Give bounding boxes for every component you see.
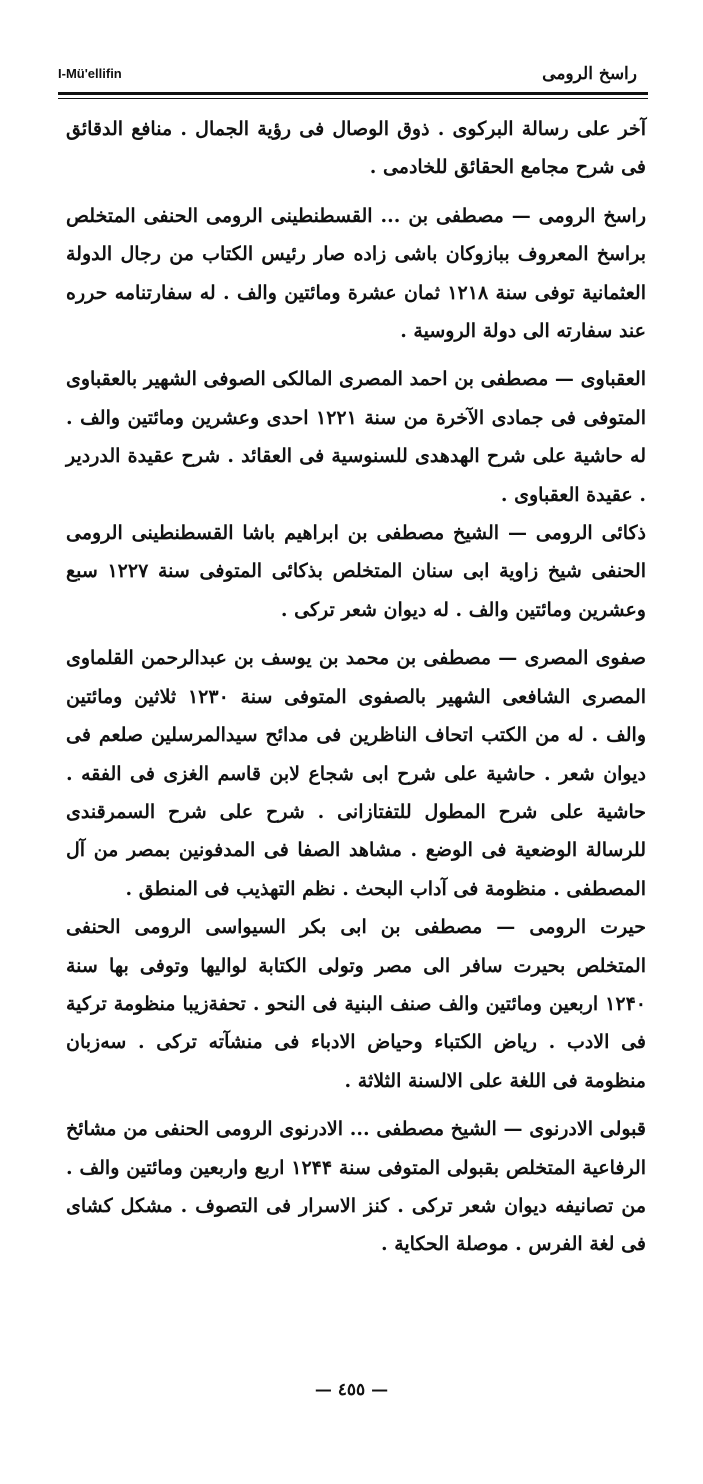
header-rule-thick xyxy=(58,92,648,95)
page-number: — ٤٥٥ — xyxy=(314,1380,389,1400)
paragraph-continuation: آخر علی رسالة البركوی . ذوق الوصال فی رؤیة الجمال . منافع الدقائق فی شرح مجامع الحقائق للخادمی . xyxy=(66,118,646,179)
running-header-right: راسخ الرومی xyxy=(542,64,637,84)
header-rule-thin xyxy=(58,98,648,99)
entry-qabuli-al-adranawi: قبولی الادرنوی — الشیخ مصطفی ... الادرنوی الرومی الحنفی من مشائخ الرفاعیة المتخلص بقبولی المتوفی سنة ۱۲۴۴ اربع واربعین ومائتین والف . من تصانیفه دیوان شعر تركی . كنز الاسرار فی التصوف . مشكل كشای فی لغة الفرس . موصلة الحكایة . xyxy=(66,1118,646,1256)
entry-al-uqbawi: العقباوی — مصطفی بن احمد المصری المالكی الصوفی الشهیر بالعقباوی المتوفی فی جمادی الآخرة من سنة ۱۲۲۱ احدی وعشرین ومائتین والف . له حاشیة علی شرح الهدهدی للسنوسیة فی العقائد . شرح عقیدة الدردیر . عقیدة العقباوی . xyxy=(66,368,646,506)
entry-safwi-al-misri: صفوی المصری — مصطفی بن محمد بن یوسف بن عبدالرحمن القلماوی المصری الشافعی الشهیر بالصفوی المتوفی سنة ۱۲۳۰ ثلاثین ومائتین والف . له من الكتب اتحاف الناظرین فی مدائح سیدالمرسلین صلعم فی دیوان شعر . حاشیة علی شرح ابی شجاع لابن قاسم الغزی فی الفقه . حاشیة علی شرح المطول للتفتازانی . شرح علی شرح السمرقندی للرسالة الوضعیة فی الوضع . مشاهد الصفا فی المدفونین بمصر من آل المصطفی . منظومة فی آداب البحث . نظم التهذیب فی المنطق . xyxy=(66,647,646,900)
document-body xyxy=(66,110,646,1264)
entry-rasikh-al-rumi: راسخ الرومی — مصطفی بن ... القسطنطینی الرومی الحنفی المتخلص براسخ المعروف ببازوكان باشی زاده صار رئیس الكتاب من رجال الدولة العثمانیة توفی سنة ۱۲۱۸ ثمان عشرة ومائتین والف . له سفارتنامه حرره عند سفارته الی دولة الروسیة . xyxy=(66,204,647,343)
entry-hayrat-al-rumi: حیرت الرومی — مصطفی بن ابی بكر السیواسی الرومی الحنفی المتخلص بحیرت سافر الی مصر وتولی الكتابة لوالیها وتوفی بها سنة ۱۲۴۰ اربعین ومائتین والف صنف البنیة فی النحو . تحفةزیبا منظومة تركیة فی الادب . ریاض الكتباء وحیاض الادباء فی منشآته تركی . سه‌زبان منظومة فی اللغة علی الالسنة الثلاثة . xyxy=(66,916,646,1092)
running-header-left: I-Mü'ellifin xyxy=(58,66,122,81)
entry-zakai-al-rumi: ذكائی الرومی — الشیخ مصطفی بن ابراهیم باشا القسطنطینی الرومی الحنفی شیخ زاویة ابی سنان المتخلص بذكائی المتوفی سنة ۱۲۲۷ سبع وعشرین ومائتین والف . له دیوان شعر تركی . xyxy=(66,522,646,621)
